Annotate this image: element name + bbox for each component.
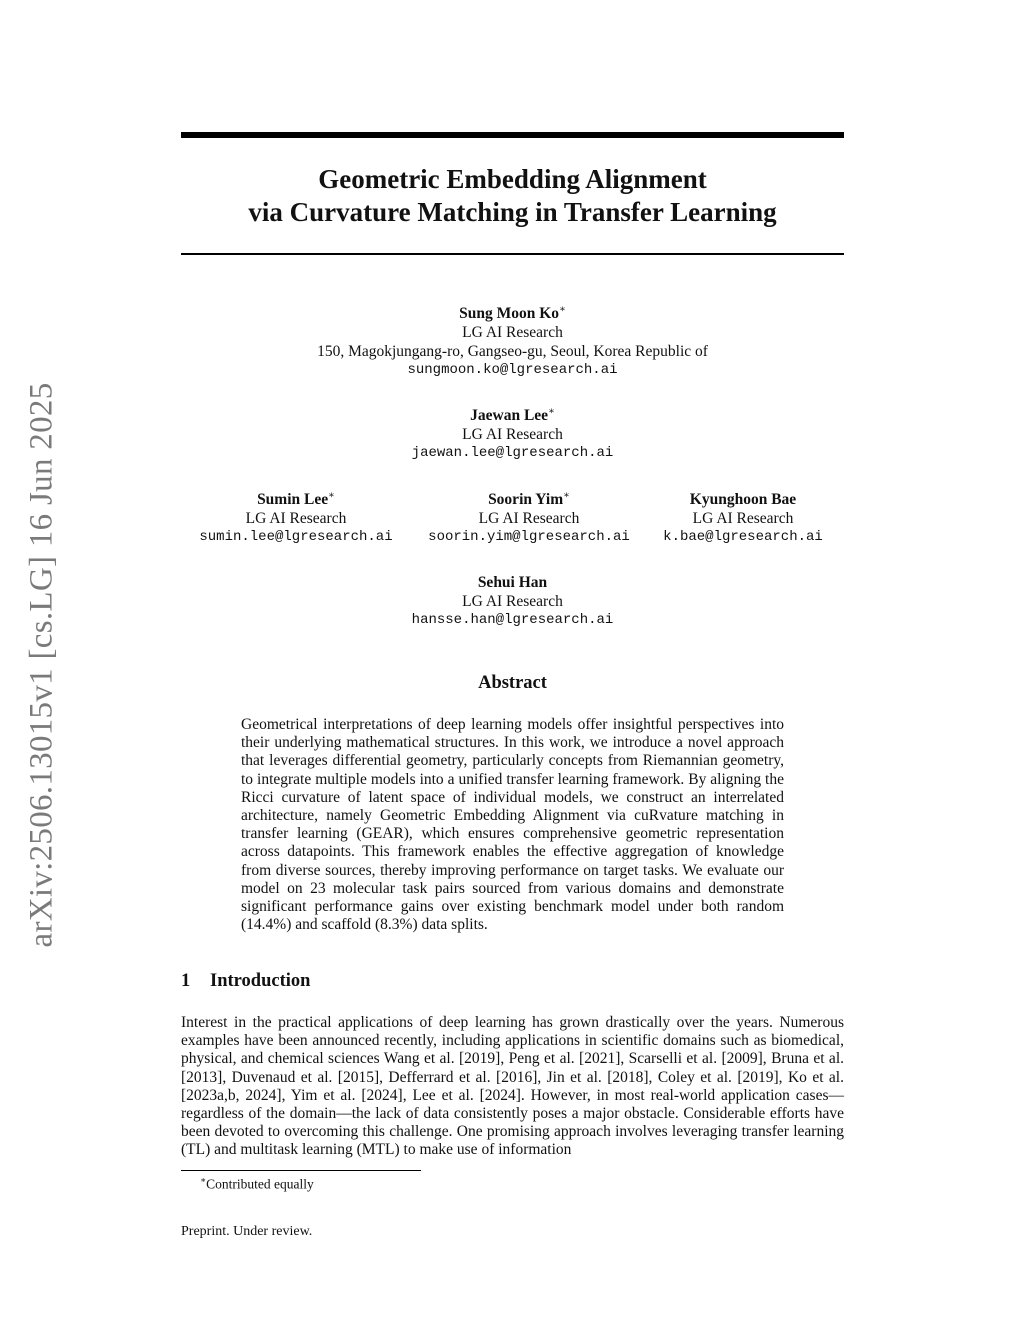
author-affiliation: LG AI Research: [245, 510, 347, 528]
title-line-2: via Curvature Matching in Transfer Learning: [248, 197, 777, 227]
section-number: 1: [181, 971, 191, 991]
author-email: sungmoon.ko@lgresearch.ai: [407, 362, 618, 379]
title-top-rule: [181, 132, 844, 138]
author-name: Soorin Yim∗: [488, 490, 570, 509]
paper-title: [181, 163, 844, 229]
author-block-2: [181, 402, 844, 463]
abstract-heading: Abstract: [478, 673, 547, 693]
footer-note: Preprint. Under review.: [181, 1224, 313, 1239]
author-email: hansse.han@lgresearch.ai: [411, 612, 614, 629]
author-email: sumin.lee@lgresearch.ai: [199, 529, 393, 546]
author-name: Kyunghoon Bae: [689, 491, 797, 509]
footnote-mark: ∗: [200, 1175, 207, 1185]
footnote-text: Contributed equally: [206, 1176, 314, 1192]
author-name: Sumin Lee∗: [257, 490, 335, 509]
author-affiliation: LG AI Research: [462, 593, 563, 611]
footnote-rule: [181, 1170, 421, 1171]
author-email: jaewan.lee@lgresearch.ai: [411, 445, 614, 462]
abstract-text: Geometrical interpretations of deep learning models offer insightful perspectives into their underlying mathematical structures. In this work, we introduce a novel approach that leverages differential geometry, particularly concepts from Riemannian geometry, to integrate multiple models into a unified transfer learning framework. By aligning the Ricci curvature of latent space of individual models, we construct an interrelated architecture, namely Geometric Embedding Alignment via cuRvature matching in transfer learning (GEAR), which ensures comprehensive geometric representation across datapoints. This framework enables the effective aggregation of knowledge from diverse sources, thereby improving performance on target tasks. We evaluate our model on 23 molecular task pairs sourced from various domains and demonstrate significant performance gains over existing benchmark model under both random (14.4%) and scaffold (8.3%) data splits.: [241, 716, 784, 934]
author-block-1: [181, 300, 844, 380]
author-block-5: [648, 486, 838, 547]
title-line-1: Geometric Embedding Alignment: [318, 164, 707, 194]
title-bottom-rule: [181, 253, 844, 255]
author-address: 150, Magokjungang-ro, Gangseo-gu, Seoul, Korea Republic of: [317, 343, 708, 361]
author-name: Sehui Han: [477, 574, 548, 592]
author-affiliation: LG AI Research: [478, 510, 580, 528]
author-block-4: [418, 486, 640, 547]
author-affiliation: LG AI Research: [692, 510, 794, 528]
author-name: Jaewan Lee∗: [470, 406, 555, 425]
author-affiliation: LG AI Research: [462, 426, 563, 444]
author-affiliation: LG AI Research: [462, 324, 563, 342]
introduction-text: Interest in the practical applications of deep learning has grown drastically over the years. Numerous examples have been announced recently, including applications in scientific domains such as biomedical, physical, and chemical sciences Wang et al. [2019], Peng et al. [2021], Scarselli et al. [2009], Bruna et al. [2013], Duvenaud et al. [2015], Defferrard et al. [2016], Jin et al. [2018], Coley et al. [2019], Ko et al. [2023a,b, 2024], Yim et al. [2024], Lee et al. [2024]. However, in most real-world application cases—regardless of the domain—the lack of data consistently poses a major obstacle. Considerable efforts have been devoted to overcoming this challenge. One promising approach involves leveraging transfer learning (TL) and multitask learning (MTL) to make use of information: [181, 1014, 844, 1159]
section-heading-introduction: [181, 971, 310, 992]
author-block-6: [181, 569, 844, 630]
author-email: k.bae@lgresearch.ai: [663, 529, 823, 546]
arxiv-identifier: arXiv:2506.13015v1 [cs.LG] 16 Jun 2025: [23, 382, 60, 948]
author-email: soorin.yim@lgresearch.ai: [428, 529, 630, 546]
section-title: Introduction: [210, 971, 311, 991]
footnote: [200, 1175, 314, 1193]
author-name: Sung Moon Ko∗: [459, 304, 566, 323]
author-block-3: [186, 486, 406, 547]
